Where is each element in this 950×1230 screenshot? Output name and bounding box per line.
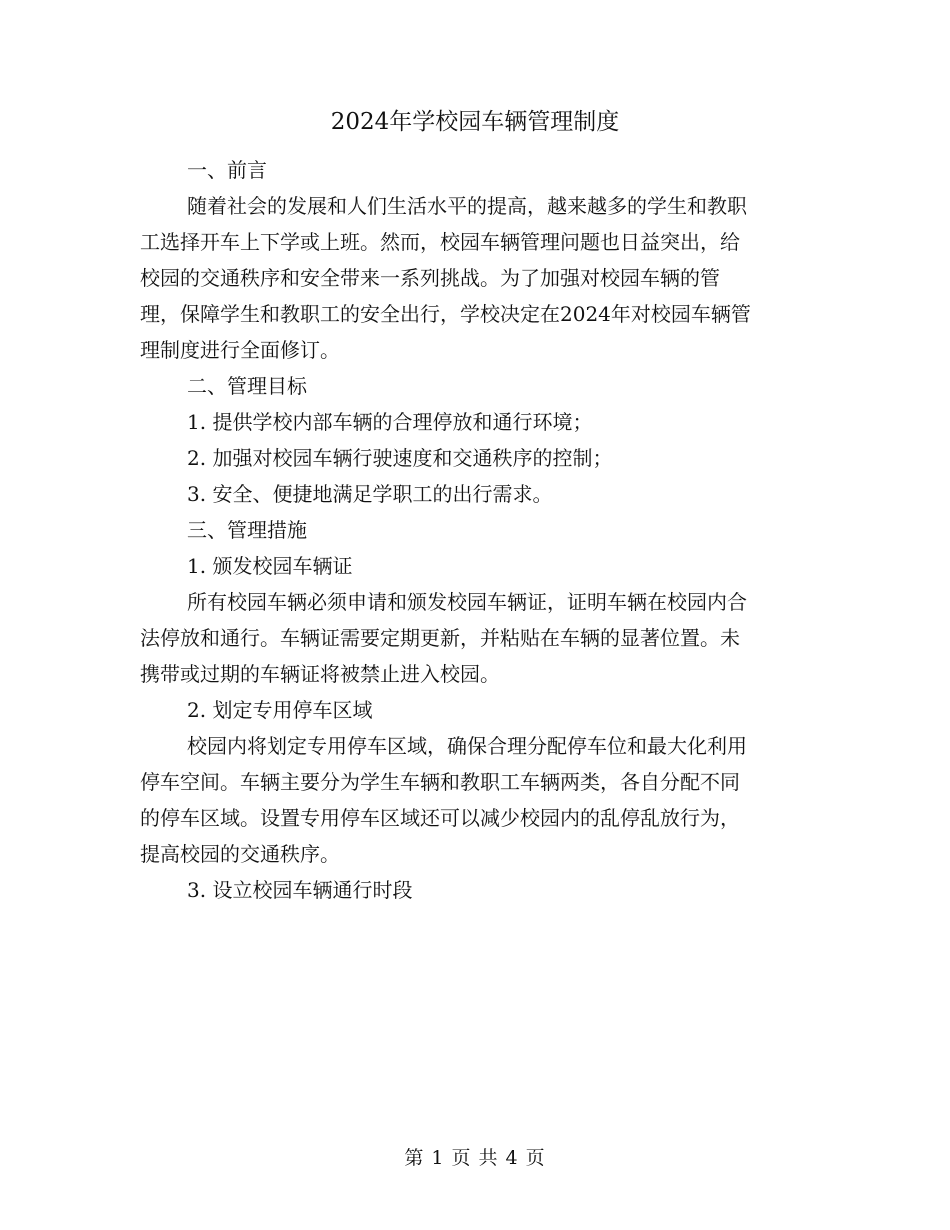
section-heading-goals: 二、管理目标 xyxy=(187,374,307,398)
document-title: 2024年学校园车辆管理制度 xyxy=(330,109,620,135)
section-heading-preface: 一、前言 xyxy=(187,158,267,182)
paragraph-line: 随着社会的发展和人们生活水平的提高，越来越多的学生和教职 xyxy=(187,194,747,218)
section-heading-measures: 三、管理措施 xyxy=(187,518,307,542)
subsection-heading: 1. 颁发校园车辆证 xyxy=(187,554,353,578)
paragraph-line: 法停放和通行。车辆证需要定期更新，并粘贴在车辆的显著位置。未 xyxy=(140,626,740,650)
paragraph-line: 携带或过期的车辆证将被禁止进入校园。 xyxy=(140,662,500,686)
list-item: 2. 加强对校园车辆行驶速度和交通秩序的控制； xyxy=(187,446,613,470)
paragraph-line: 工选择开车上下学或上班。然而，校园车辆管理问题也日益突出，给 xyxy=(140,230,740,254)
paragraph-line: 所有校园车辆必须申请和颁发校园车辆证，证明车辆在校园内合 xyxy=(187,590,747,614)
paragraph-line: 理制度进行全面修订。 xyxy=(140,338,340,362)
page-number: 第 1 页 共 4 页 xyxy=(404,1147,546,1169)
paragraph-line: 的停车区域。设置专用停车区域还可以减少校园内的乱停乱放行为， xyxy=(140,806,740,830)
document-body xyxy=(140,152,805,908)
paragraph-line: 提高校园的交通秩序。 xyxy=(140,842,340,866)
paragraph-line: 校园的交通秩序和安全带来一系列挑战。为了加强对校园车辆的管 xyxy=(140,266,720,290)
subsection-heading: 2. 划定专用停车区域 xyxy=(187,698,373,722)
list-item: 1. 提供学校内部车辆的合理停放和通行环境； xyxy=(187,410,593,434)
subsection-heading: 3. 设立校园车辆通行时段 xyxy=(187,878,413,902)
paragraph-line: 停车空间。车辆主要分为学生车辆和教职工车辆两类，各自分配不同 xyxy=(140,770,740,794)
paragraph-line: 理，保障学生和教职工的安全出行，学校决定在2024年对校园车辆管 xyxy=(140,302,751,326)
paragraph-line: 校园内将划定专用停车区域，确保合理分配停车位和最大化利用 xyxy=(187,734,747,758)
list-item: 3. 安全、便捷地满足学职工的出行需求。 xyxy=(187,482,553,506)
